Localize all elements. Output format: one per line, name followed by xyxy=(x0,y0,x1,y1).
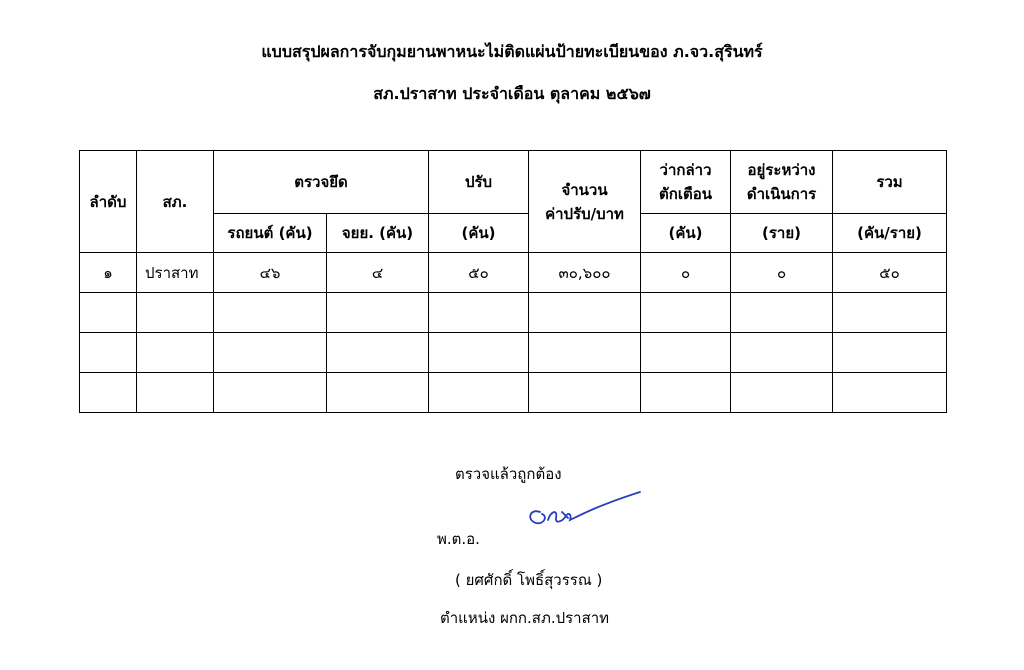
empty-cell xyxy=(529,373,641,413)
empty-cell xyxy=(731,333,833,373)
handwritten-signature xyxy=(522,490,644,532)
empty-cell xyxy=(529,293,641,333)
empty-cell xyxy=(429,333,529,373)
cell-order: ๑ xyxy=(80,253,137,293)
empty-cell xyxy=(137,373,214,413)
header-order: ลำดับ xyxy=(80,151,137,253)
subheader-warned-unit: (คัน) xyxy=(641,214,731,253)
empty-cell xyxy=(641,333,731,373)
table-row-empty xyxy=(80,373,947,413)
subheader-motorcycle: จยย. (คัน) xyxy=(327,214,429,253)
empty-cell xyxy=(529,333,641,373)
signer-name: ( ยศศักดิ์ โพธิ์สุวรรณ ) xyxy=(455,571,603,589)
subheader-total-unit: (คัน/ราย) xyxy=(833,214,947,253)
cell-fine-amount: ๓๐,๖๐๐ xyxy=(529,253,641,293)
cell-car: ๔๖ xyxy=(214,253,327,293)
signer-position: ตำแหน่ง ผกก.สภ.ปราสาท xyxy=(440,609,610,627)
empty-cell xyxy=(214,373,327,413)
header-warned-line1: ว่ากล่าว xyxy=(659,161,712,179)
empty-cell xyxy=(731,293,833,333)
header-fine-amount-line2: ค่าปรับ/บาท xyxy=(545,204,624,223)
subheader-in-progress-unit: (ราย) xyxy=(731,214,833,253)
header-in-progress xyxy=(731,151,833,214)
cell-fined: ๕๐ xyxy=(429,253,529,293)
empty-cell xyxy=(80,373,137,413)
empty-cell xyxy=(429,293,529,333)
cell-warned: ๐ xyxy=(641,253,731,293)
document-subtitle: สภ.ปราสาท ประจำเดือน ตุลาคม ๒๕๖๗ xyxy=(373,84,651,103)
header-seized: ตรวจยึด xyxy=(214,151,429,214)
header-fine-amount xyxy=(529,151,641,253)
empty-cell xyxy=(731,373,833,413)
header-total: รวม xyxy=(833,151,947,214)
cell-motorcycle: ๔ xyxy=(327,253,429,293)
summary-table xyxy=(79,150,947,413)
empty-cell xyxy=(327,373,429,413)
empty-cell xyxy=(327,293,429,333)
empty-cell xyxy=(214,293,327,333)
verified-label: ตรวจแล้วถูกต้อง xyxy=(455,465,562,483)
empty-cell xyxy=(833,293,947,333)
empty-cell xyxy=(80,293,137,333)
header-in-progress-line1: อยู่ระหว่าง xyxy=(747,161,816,179)
table-row-empty xyxy=(80,293,947,333)
cell-in-progress: ๐ xyxy=(731,253,833,293)
empty-cell xyxy=(137,293,214,333)
header-fined: ปรับ xyxy=(429,151,529,214)
empty-cell xyxy=(80,333,137,373)
rank-label: พ.ต.อ. xyxy=(437,530,480,548)
subheader-car: รถยนต์ (คัน) xyxy=(214,214,327,253)
header-in-progress-line2: ดำเนินการ xyxy=(746,185,817,203)
header-fine-amount-line1: จำนวน xyxy=(561,180,608,199)
empty-cell xyxy=(214,333,327,373)
subheader-fined-unit: (คัน) xyxy=(429,214,529,253)
header-warned-line2: ตักเตือน xyxy=(659,185,712,203)
header-warned xyxy=(641,151,731,214)
cell-total: ๕๐ xyxy=(833,253,947,293)
empty-cell xyxy=(327,333,429,373)
header-station: สภ. xyxy=(137,151,214,253)
table-row-empty xyxy=(80,333,947,373)
cell-station: ปราสาท xyxy=(137,253,214,293)
empty-cell xyxy=(833,373,947,413)
document-title: แบบสรุปผลการจับกุมยานพาหนะไม่ติดแผ่นป้ายทะเบียนของ ภ.จว.สุรินทร์ xyxy=(261,42,763,61)
table-row xyxy=(80,253,947,293)
empty-cell xyxy=(137,333,214,373)
empty-cell xyxy=(833,333,947,373)
empty-cell xyxy=(641,293,731,333)
empty-cell xyxy=(641,373,731,413)
empty-cell xyxy=(429,373,529,413)
